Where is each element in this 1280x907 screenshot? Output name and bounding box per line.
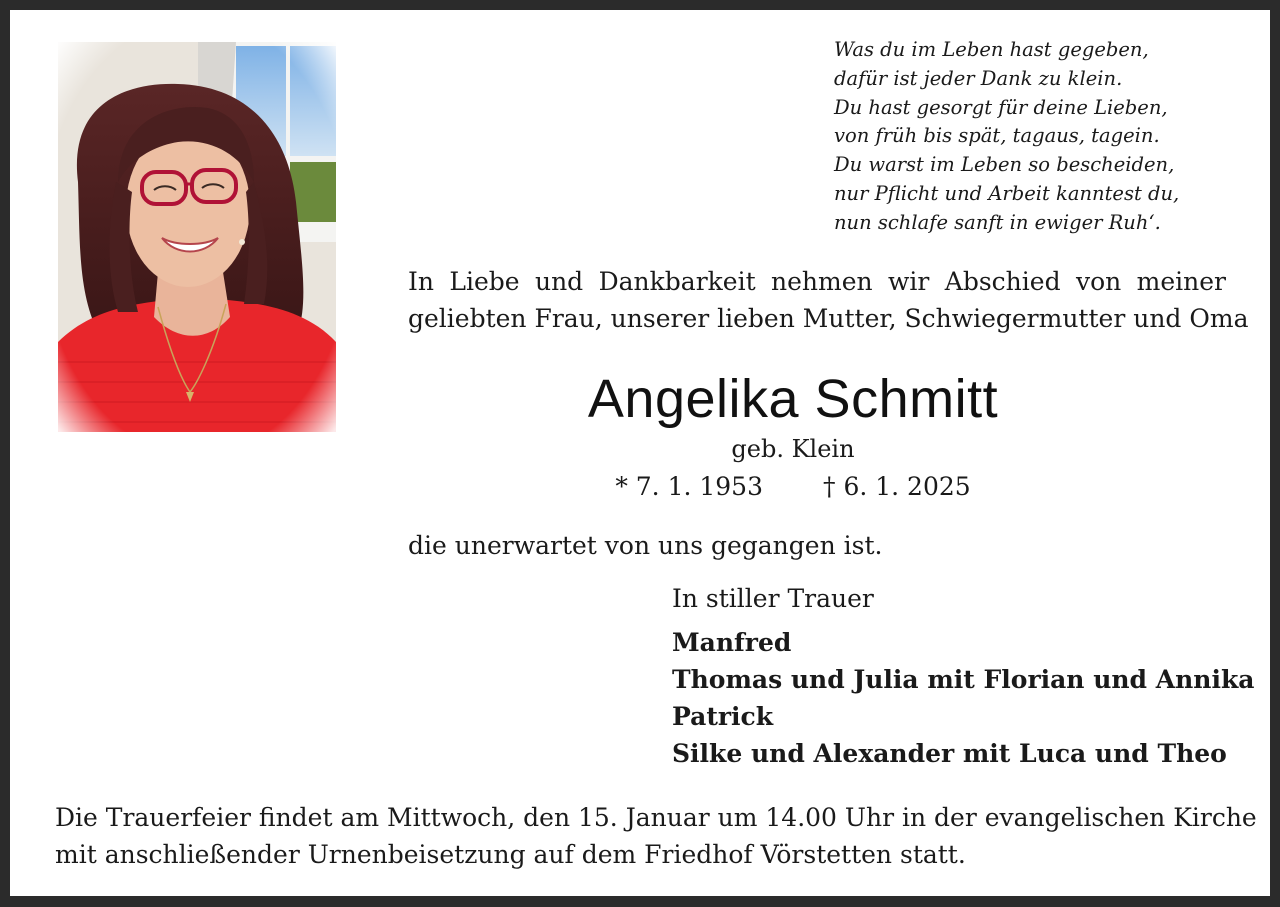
ceremony-line: mit anschließender Urnenbeisetzung auf dem Friedhof Vörstetten statt. xyxy=(55,840,966,869)
family-member: Silke und Alexander mit Luca und Theo xyxy=(672,739,1227,768)
mourning-label: In stiller Trauer xyxy=(672,584,874,613)
poem xyxy=(834,36,1179,238)
intro-line: In Liebe und Dankbarkeit nehmen wir Abschied von meiner xyxy=(408,267,1226,296)
poem-line: nun schlafe sanft in ewiger Ruh‘. xyxy=(834,210,1161,234)
poem-line: Was du im Leben hast gegeben, xyxy=(834,38,1149,61)
birth-date: * 7. 1. 1953 xyxy=(615,472,763,501)
ceremony-info xyxy=(55,799,1257,873)
ceremony-line: Die Trauerfeier findet am Mittwoch, den 15. Januar um 14.00 Uhr in der evangelischen Kirche xyxy=(55,803,1257,832)
family-list xyxy=(672,624,1255,772)
portrait-image xyxy=(58,42,336,432)
death-date: † 6. 1. 2025 xyxy=(823,472,971,501)
departed-text: die unerwartet von uns gegangen ist. xyxy=(408,531,883,560)
intro-text xyxy=(408,263,1249,337)
family-member: Thomas und Julia mit Florian und Annika xyxy=(672,665,1255,694)
poem-line: dafür ist jeder Dank zu klein. xyxy=(834,66,1123,90)
poem-line: Du hast gesorgt für deine Lieben, xyxy=(834,95,1168,119)
intro-line: geliebten Frau, unserer lieben Mutter, Schwiegermutter und Oma xyxy=(408,304,1249,333)
portrait-photo xyxy=(58,42,336,432)
family-member: Patrick xyxy=(672,702,774,731)
life-dates xyxy=(408,470,1178,504)
deceased-name: Angelika Schmitt xyxy=(587,369,999,429)
family-member: Manfred xyxy=(672,628,792,657)
poem-line: nur Pflicht und Arbeit kanntest du, xyxy=(834,181,1180,205)
obituary-card xyxy=(10,10,1270,896)
birth-name: geb. Klein xyxy=(731,435,855,463)
poem-line: von früh bis spät, tagaus, tagein. xyxy=(834,124,1160,148)
poem-line: Du warst im Leben so bescheiden, xyxy=(834,153,1175,177)
